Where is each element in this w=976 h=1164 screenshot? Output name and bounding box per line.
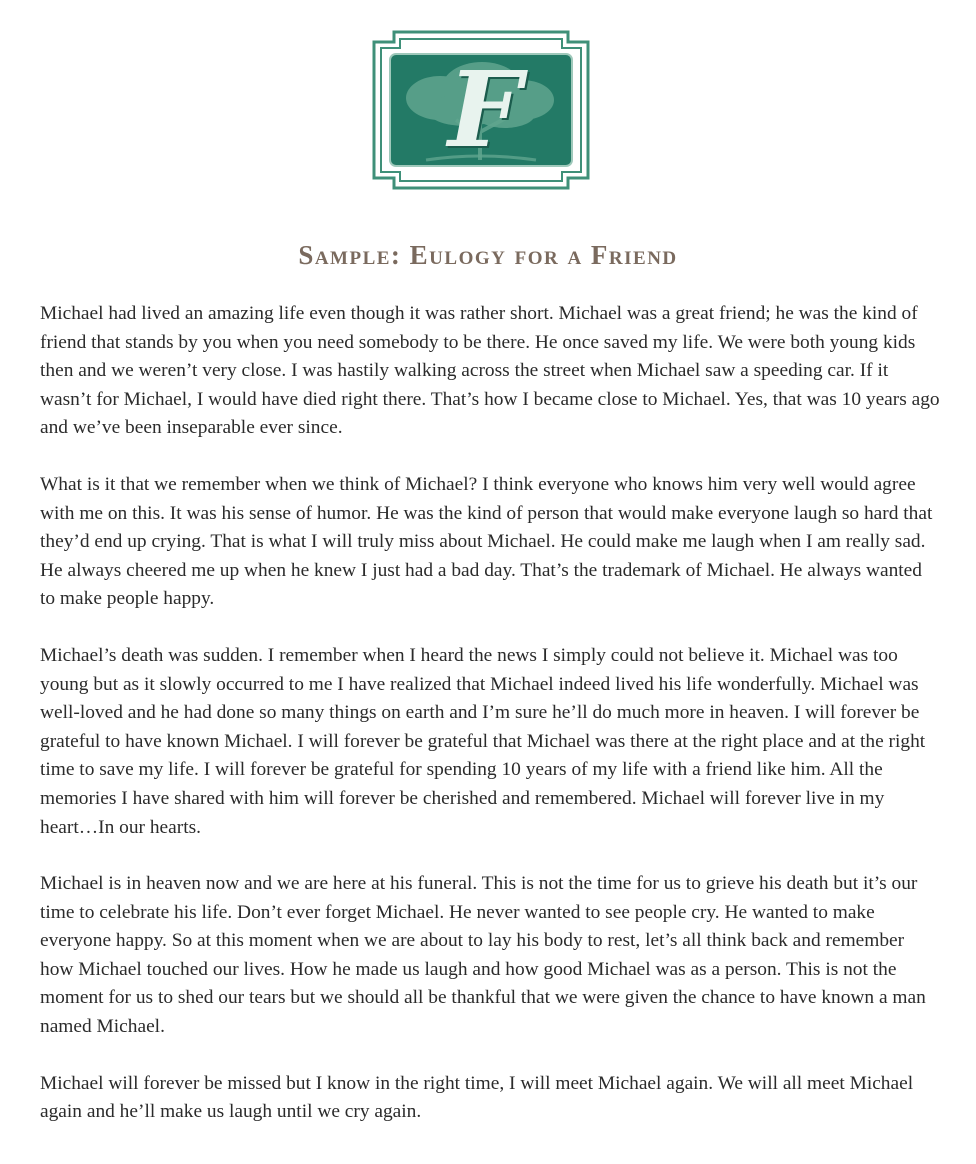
funeral-home-logo [370, 28, 592, 192]
eulogy-body [40, 300, 940, 1155]
paragraph: Michael will forever be missed but I know in the right time, I will meet Michael again. We will all meet Michael again and he’ll make us laugh until we cry again. [40, 1072, 914, 1123]
paragraph: What is it that we remember when we think of Michael? I think everyone who knows him very well would agree with me on this. It was his sense of humor. He was the kind of person that would make everyone laugh so hard that they’d end up crying. That is what I will truly miss about Michael. He could make me laugh when I am really sad. He always cheered me up when he knew I just had a bad day. That’s the trademark of Michael. He always wanted to make people happy. [40, 473, 933, 610]
logo-letter: F [448, 48, 522, 171]
paragraph: Michael’s death was sudden. I remember when I heard the news I simply could not believe it. Michael was too young but as it slowly occurred to me I have realized that Michael indeed lived his life wonderfully. Michael was well-loved and he had done so many things on earth and I’m sure he’ll do much more in heaven. I will forever be grateful to have known Michael. I will forever be grateful that Michael was there at the right place and at the right time to save my life. I will forever be grateful for spending 10 years of my life with a friend like him. All the memories I have shared with him will forever be cherished and remembered. Michael will forever live in my heart…In our hearts. [40, 644, 926, 838]
paragraph: Michael is in heaven now and we are here at his funeral. This is not the time for us to grieve his death but it’s our time to celebrate his life. Don’t ever forget Michael. He never wanted to see people cry. He wanted to make everyone happy. So at this moment when we are about to lay his body to rest, let’s all think back and remember how Michael touched our lives. How he made us laugh and how good Michael was as a person. This is not the moment for us to shed our tears but we should all be thankful that we were given the chance to have known a man named Michael. [40, 873, 926, 1038]
paragraph: Michael had lived an amazing life even though it was rather short. Michael was a great friend; he was the kind of friend that stands by you when you need somebody to be there. He once saved my life. We were both young kids then and we weren’t very close. I was hastily walking across the street when Michael saw a speeding car. If it wasn’t for Michael, I would have died right there. That’s how I became close to Michael. Yes, that was 10 years ago and we’ve been inseparable ever since. [40, 303, 940, 439]
page-title: Sample: Eulogy for a Friend [298, 240, 678, 270]
